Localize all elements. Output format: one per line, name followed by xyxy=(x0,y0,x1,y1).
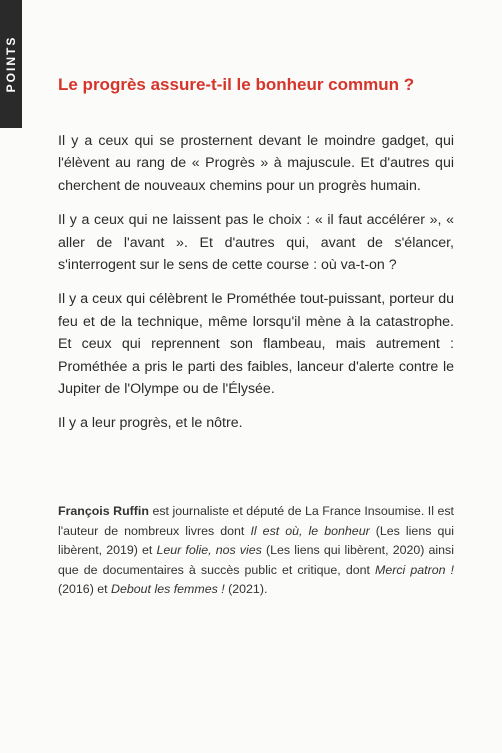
blurb-paragraph-1: Il y a ceux qui se prosternent devant le moindre gadget, qui l'élèvent au rang de « Progrès » à majuscule. Et d'autres qui cherchent de nouveaux chemins pour un progrès humain. xyxy=(58,133,454,194)
cover-title: Le progrès assure-t-il le bonheur commun ? xyxy=(58,75,415,94)
publisher-logo xyxy=(0,0,22,128)
blurb-paragraph-2: Il y a ceux qui ne laissent pas le choix : « il faut accélérer », « aller de l'avant ». Et d'autres qui, avant de s'élancer, s'interrogent sur le sens de cette course : où va-t-on ? xyxy=(58,212,454,274)
film-title-2: Debout les femmes ! xyxy=(111,582,225,597)
bio-text-2: (Les liens qui libèrent, 2019) et xyxy=(58,523,455,558)
blurb-paragraph-4: Il y a leur progrès, et le nôtre. xyxy=(58,415,243,432)
book-title-1: Il est où, le bonheur xyxy=(250,523,370,538)
blurb xyxy=(58,130,454,447)
book-title-2: Leur folie, nos vies xyxy=(156,543,262,558)
bio-text-3: (Les liens qui libèrent, 2020) ainsi que de documentaires à succès public et critique, dont xyxy=(58,543,454,577)
publisher-name: POINTS xyxy=(4,35,18,93)
bio-text-5: (2021). xyxy=(224,582,268,597)
author-name: François Ruffin xyxy=(58,504,149,518)
bio-text-1: est journaliste et député de La France Insoumise. Il est l'auteur de nombreux livres dont xyxy=(58,504,454,538)
film-title-1: Merci patron ! xyxy=(375,562,454,577)
blurb-paragraph-3: Il y a ceux qui célèbrent le Prométhée tout-puissant, porteur du feu et de la technique, même lorsqu'il mène à la catastrophe. Et ceux qui reprennent son flambeau, mais autrement : Prométhée a pris le parti des faibles, lanceur d'alerte contre le Jupiter de l'Olympe ou de l'Élysée. xyxy=(58,291,454,398)
author-bio xyxy=(58,502,454,600)
bio-text-4: (2016) et xyxy=(58,582,112,597)
